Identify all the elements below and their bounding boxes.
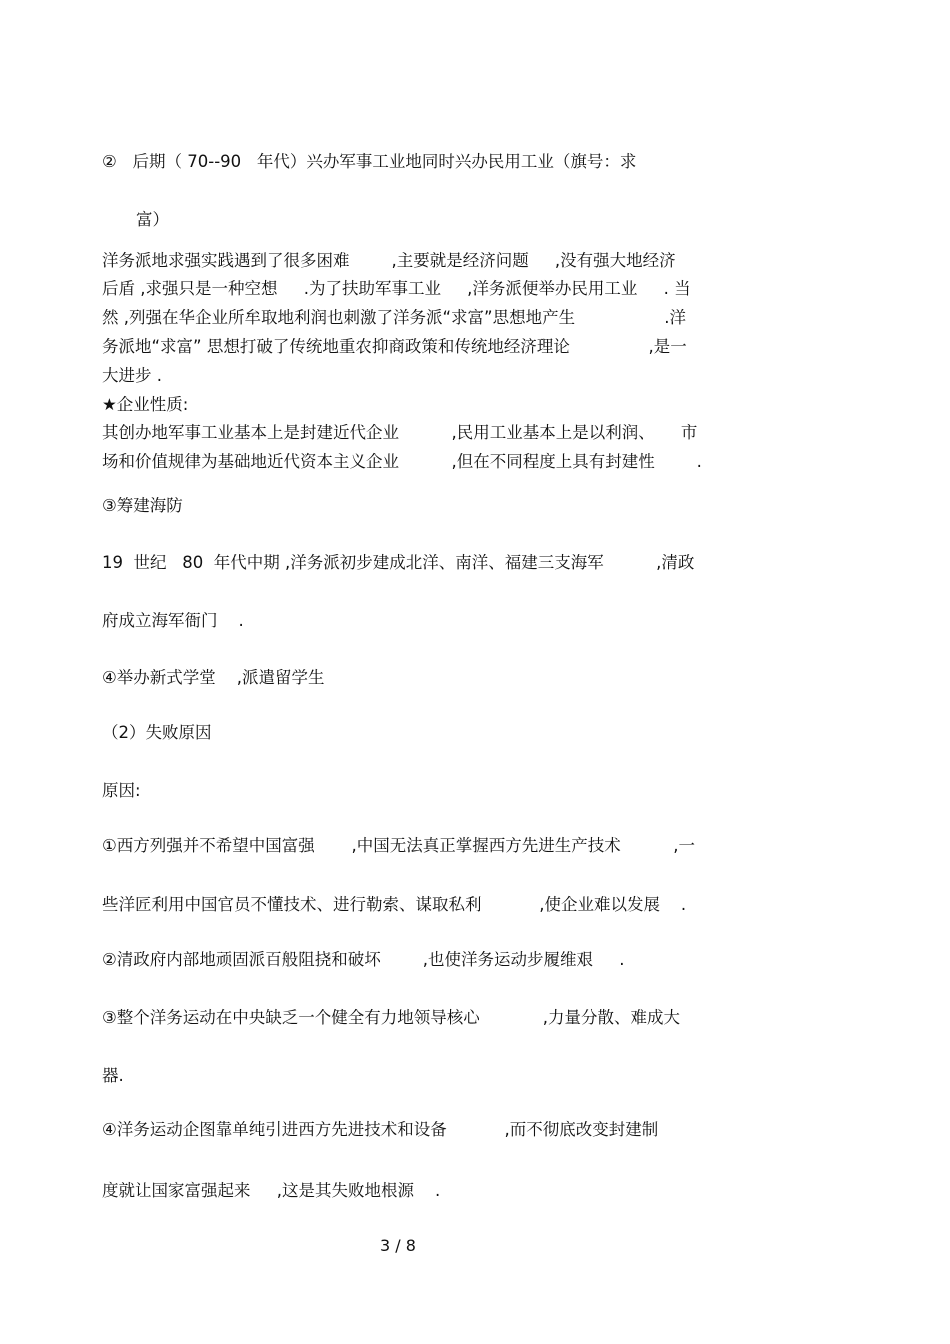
paragraph-line: 然 ,列强在华企业所牟取地利润也刺激了洋务派“求富”思想地产生 .洋 bbox=[102, 308, 686, 327]
paragraph-line: 大进步 . bbox=[102, 366, 162, 385]
list-item-reason-1-continuation: 些洋匠利用中国官员不懂技术、进行勒索、谋取私利 ,使企业难以发展 . bbox=[102, 895, 687, 914]
paragraph-line: 后盾 ,求强只是一种空想 .为了扶助军事工业 ,洋务派便举办民用工业 . 当 bbox=[102, 279, 691, 298]
label-reasons: 原因: bbox=[102, 781, 141, 800]
section-heading-failure-reasons: （2）失败原因 bbox=[102, 723, 212, 742]
section-heading-enterprise-nature: ★企业性质: bbox=[102, 395, 189, 414]
paragraph-line: 19 世纪 80 年代中期 ,洋务派初步建成北洋、南洋、福建三支海军 ,清政 bbox=[102, 553, 695, 572]
list-item-naval-defense: ③筹建海防 bbox=[102, 496, 183, 515]
list-item-reason-3: ③整个洋务运动在中央缺乏一个健全有力地领导核心 ,力量分散、难成大 bbox=[102, 1008, 680, 1027]
list-item-reason-3-continuation: 器. bbox=[102, 1066, 124, 1085]
list-item-new-schools: ④举办新式学堂 ,派遣留学生 bbox=[102, 668, 325, 687]
paragraph-line: 洋务派地求强实践遇到了很多困难 ,主要就是经济问题 ,没有强大地经济 bbox=[102, 251, 676, 270]
paragraph-line: 府成立海军衙门 . bbox=[102, 611, 244, 630]
list-item-later-period-continuation: 富） bbox=[136, 210, 169, 229]
paragraph-line: 其创办地军事工业基本上是封建近代企业 ,民用工业基本上是以利润、 市 bbox=[102, 423, 698, 442]
list-item-reason-1: ①西方列强并不希望中国富强 ,中国无法真正掌握西方先进生产技术 ,一 bbox=[102, 836, 695, 855]
page-number: 3 / 8 bbox=[380, 1236, 416, 1255]
paragraph-line: 务派地“求富” 思想打破了传统地重农抑商政策和传统地经济理论 ,是一 bbox=[102, 337, 687, 356]
list-item-later-period: ② 后期（ 70--90 年代）兴办军事工业地同时兴办民用工业（旗号：求 bbox=[102, 152, 637, 171]
list-item-reason-2: ②清政府内部地顽固派百般阻挠和破坏 ,也使洋务运动步履维艰 . bbox=[102, 950, 625, 969]
paragraph-line: 场和价值规律为基础地近代资本主义企业 ,但在不同程度上具有封建性 . bbox=[102, 452, 702, 471]
list-item-reason-4-continuation: 度就让国家富强起来 ,这是其失败地根源 . bbox=[102, 1181, 441, 1200]
list-item-reason-4: ④洋务运动企图靠单纯引进西方先进技术和设备 ,而不彻底改变封建制 bbox=[102, 1120, 659, 1139]
